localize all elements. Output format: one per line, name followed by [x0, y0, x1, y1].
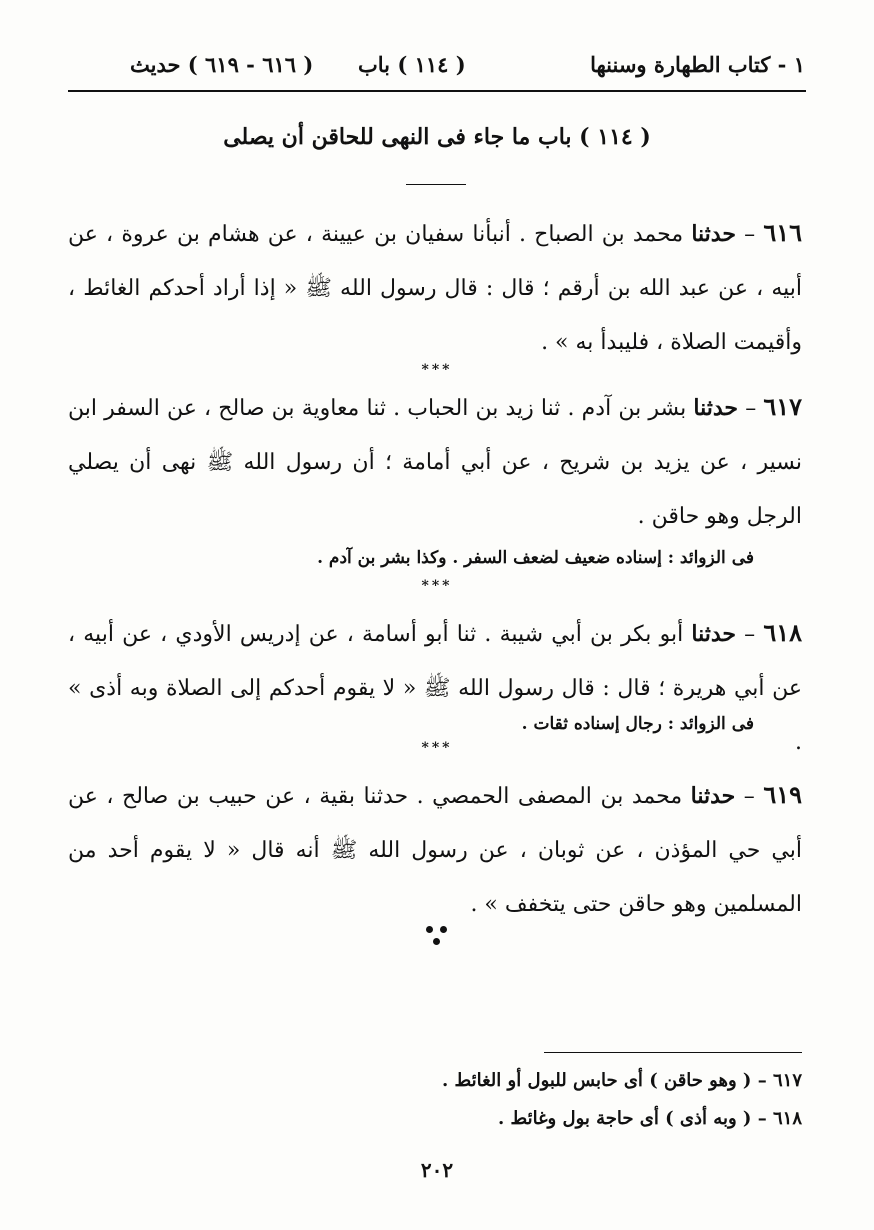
hadith-text: محمد بن المصفى الحمصي . حدثنا بقية ، عن حبيب بن صالح ، عن أبي حي المؤذن ، عن ثوبان ، عن رسول الله ﷺ أنه قال « لا يقوم أحد من المسلمين وهو حاقن حتى يتخفف » .: [68, 784, 802, 917]
hadith-number: ٦١٧: [763, 392, 803, 421]
hadith-dash: –: [744, 622, 756, 647]
hadith-number: ٦١٩: [763, 780, 802, 809]
haddathana: حدثنا: [690, 783, 736, 809]
chapter-title: ( ١١٤ ) باب ما جاء فى النهى للحاقن أن يصلى: [223, 124, 651, 150]
section-separator: ***: [421, 740, 453, 756]
hadith-dash: –: [744, 222, 756, 247]
section-separator: ***: [421, 362, 453, 378]
running-header: [70, 52, 805, 88]
hadith-dash: –: [745, 396, 757, 421]
hadith-dash: –: [743, 784, 755, 809]
hadith-text: بشر بن آدم . ثنا زيد بن الحباب . ثنا معاوية بن صالح ، عن السفر ابن نسير ، عن يزيد بن شريح ، عن أبي أمامة ؛ أن رسول الله ﷺ نهى أن يصلي الرجل وهو حاقن .: [68, 396, 802, 529]
hadith-text: أبو بكر بن أبي شيبة . ثنا أبو أسامة ، عن إدريس الأودي ، عن أبيه ، عن أبي هريرة ؛ قال : قال رسول الله ﷺ « لا يقوم أحدكم إلى الصلاة وبه أذى » .: [68, 622, 802, 755]
haddathana: حدثنا: [693, 395, 739, 421]
zawaid-note-617: فى الزوائد : إسناده ضعيف لضعف السفر . وكذا بشر بن آدم .: [317, 548, 754, 568]
hadith-text: محمد بن الصباح . أنبأنا سفيان بن عيينة ، عن هشام بن عروة ، عن أبيه ، عن عبد الله بن أرقم ؛ قال : قال رسول الله ﷺ « إذا أراد أحدكم الغائط ، وأقيمت الصلاة ، فليبدأ به » .: [68, 222, 802, 355]
hadith-616: [68, 206, 802, 370]
header-book-title: ١ - كتاب الطهارة وسننها: [590, 52, 805, 77]
chapter-end-ornament: [418, 922, 454, 952]
zawaid-note-618: فى الزوائد : رجال إسناده ثقات .: [521, 714, 754, 734]
hadith-619: [68, 768, 802, 932]
page-number: ٢٠٢: [420, 1158, 454, 1182]
title-divider: [406, 184, 466, 185]
hadith-number: ٦١٦: [763, 218, 802, 247]
section-separator: ***: [421, 578, 453, 594]
header-hadith-range: ( ٦١٦ - ٦١٩ ) حديث: [130, 52, 314, 77]
footnote-divider: [544, 1052, 802, 1053]
hadith-number: ٦١٨: [763, 618, 802, 647]
footnote-618: ٦١٨ – ( وبه أذى ) أى حاجة بول وغائط .: [498, 1108, 802, 1129]
haddathana: حدثنا: [691, 221, 736, 247]
footnote-617: ٦١٧ – ( وهو حاقن ) أى حابس للبول أو الغائط .: [441, 1070, 802, 1091]
header-divider: [68, 90, 806, 92]
header-chapter-number: ( ١١٤ ) باب: [358, 52, 466, 77]
hadith-617: [68, 380, 802, 544]
haddathana: حدثنا: [691, 621, 736, 647]
